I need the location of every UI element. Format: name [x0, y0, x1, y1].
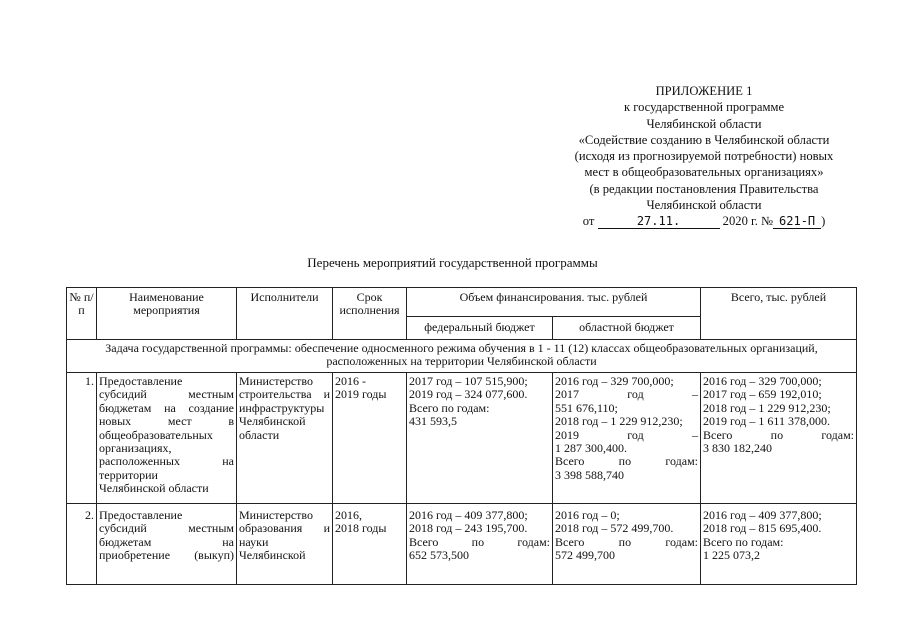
- text-line: 2016 год – 409 377,800;: [409, 508, 528, 522]
- text-line: общеобразовательных: [99, 427, 213, 442]
- text-line: 2019 год – 1 611 378,000.: [703, 414, 830, 429]
- header-federal: федеральный бюджет: [407, 317, 553, 340]
- text-line: 2016,: [335, 508, 362, 522]
- task-text: Задача государственной программы: обеспечение односменного режима обучения в 1 - 11 (12) классах общеобразовательных организаций, расположенных на территории Челябинской области: [67, 340, 857, 373]
- header-regional: областной бюджет: [553, 317, 701, 340]
- from-label: от: [582, 214, 595, 229]
- text-line: приобретение (выкуп): [99, 548, 234, 563]
- measure-name: [97, 504, 237, 585]
- text-line: 2017 год – 659 192,010;: [703, 387, 822, 402]
- table-row: [67, 504, 857, 585]
- appendix-line: к государственной программе: [623, 100, 785, 115]
- text-line: Всего по годам:: [555, 454, 698, 469]
- text-line: 2018 год – 815 695,400.: [703, 521, 822, 536]
- text-line: 2019 годы: [335, 387, 387, 402]
- text-line: 1 287 300,400.: [555, 441, 627, 456]
- measure-name: [97, 373, 237, 504]
- header-executors: Исполнители: [237, 288, 333, 340]
- text-line: 2017 год –: [555, 387, 698, 402]
- header-num: № п/п: [67, 288, 97, 340]
- regional-cell: [553, 373, 701, 504]
- table-row: [67, 373, 857, 504]
- text-line: области: [239, 427, 280, 442]
- text-line: субсидий местным: [99, 387, 234, 402]
- text-line: 431 593,5: [409, 414, 457, 429]
- text-line: территории: [99, 467, 158, 482]
- appendix-header: [520, 83, 888, 230]
- text-line: 2019 год – 324 077,600.: [409, 387, 528, 402]
- federal-cell: [407, 373, 553, 504]
- executors-cell: [237, 373, 333, 504]
- text-line: 2016 год – 329 700,000;: [555, 374, 674, 388]
- total-cell: [701, 504, 857, 585]
- text-line: Предоставление: [99, 374, 183, 388]
- appendix-line: (исходя из прогнозируемой потребности) новых: [574, 149, 834, 164]
- text-line: 2016 год – 329 700,000;: [703, 374, 822, 388]
- text-line: Министерство: [239, 374, 313, 388]
- text-line: 2019 год –: [555, 427, 698, 442]
- executors-cell: [237, 504, 333, 585]
- text-line: 2018 год – 572 499,700.: [555, 521, 674, 536]
- regional-cell: [553, 504, 701, 585]
- text-line: Предоставление: [99, 508, 183, 522]
- text-line: 551 676,110;: [555, 400, 618, 415]
- federal-cell: [407, 504, 553, 585]
- term-cell: [333, 504, 407, 585]
- resolution-number: 621-П: [773, 215, 821, 229]
- text-line: новых мест в: [99, 414, 234, 429]
- row-number: 2.: [67, 504, 97, 585]
- appendix-line: мест в общеобразовательных организациях»: [584, 165, 824, 180]
- text-line: 2017 год – 107 515,900;: [409, 374, 528, 388]
- edition-row: [520, 213, 888, 229]
- text-line: Челябинской: [239, 414, 306, 429]
- appendix-line: «Содействие созданию в Челябинской области: [578, 132, 830, 147]
- text-line: Всего по годам:: [409, 400, 490, 415]
- text-line: 1 225 073,2: [703, 548, 760, 563]
- text-line: расположенных на: [99, 454, 234, 469]
- row-number: 1.: [67, 373, 97, 504]
- text-line: 3 830 182,240: [703, 441, 772, 456]
- text-line: инфраструктуры: [239, 400, 325, 415]
- text-line: Всего по годам:: [409, 534, 550, 549]
- date-field: 27.11.: [598, 215, 720, 229]
- text-line: образования и: [239, 521, 330, 536]
- text-line: 2018 годы: [335, 521, 387, 536]
- table-header-row: [67, 288, 857, 317]
- text-line: Челябинской: [239, 548, 306, 563]
- header-name: Наименование мероприятия: [97, 288, 237, 340]
- text-line: бюджетам на создание: [99, 400, 234, 415]
- term-cell: [333, 373, 407, 504]
- header-total: Всего, тыс. рублей: [701, 288, 857, 340]
- task-row: [67, 340, 857, 373]
- text-line: Челябинской области: [99, 481, 209, 496]
- text-line: строительства и: [239, 387, 330, 402]
- text-line: 2018 год – 1 229 912,230;: [555, 414, 683, 429]
- measures-table: [66, 287, 857, 585]
- year-number-label: 2020 г. №: [722, 214, 774, 229]
- appendix-line: Челябинской области: [646, 116, 762, 131]
- text-line: 572 499,700: [555, 548, 615, 563]
- appendix-title: ПРИЛОЖЕНИЕ 1: [655, 84, 753, 98]
- header-funding: Объем финансирования. тыс. рублей: [407, 288, 701, 317]
- text-line: 652 573,500: [409, 548, 469, 563]
- text-line: Министерство: [239, 508, 313, 522]
- text-line: 2018 год – 1 229 912,230;: [703, 400, 831, 415]
- text-line: 2018 год – 243 195,700.: [409, 521, 528, 536]
- text-line: 3 398 588,740: [555, 467, 624, 482]
- text-line: 2016 год – 409 377,800;: [703, 508, 822, 522]
- header-term: Срок исполнения: [333, 288, 407, 340]
- text-line: бюджетам на: [99, 534, 234, 549]
- text-line: организациях,: [99, 441, 172, 456]
- text-line: науки: [239, 534, 269, 549]
- text-line: Всего по годам:: [703, 427, 854, 442]
- text-line: Всего по годам:: [703, 534, 784, 549]
- appendix-line: Челябинской области: [646, 198, 762, 213]
- appendix-line: (в редакции постановления Правительства: [589, 181, 819, 196]
- text-line: 2016 год – 0;: [555, 508, 620, 522]
- document-title: Перечень мероприятий государственной программы: [307, 255, 598, 270]
- text-line: 2016 -: [335, 374, 366, 388]
- text-line: субсидий местным: [99, 521, 234, 536]
- closing-paren: ): [821, 214, 826, 229]
- text-line: Всего по годам:: [555, 534, 698, 549]
- total-cell: [701, 373, 857, 504]
